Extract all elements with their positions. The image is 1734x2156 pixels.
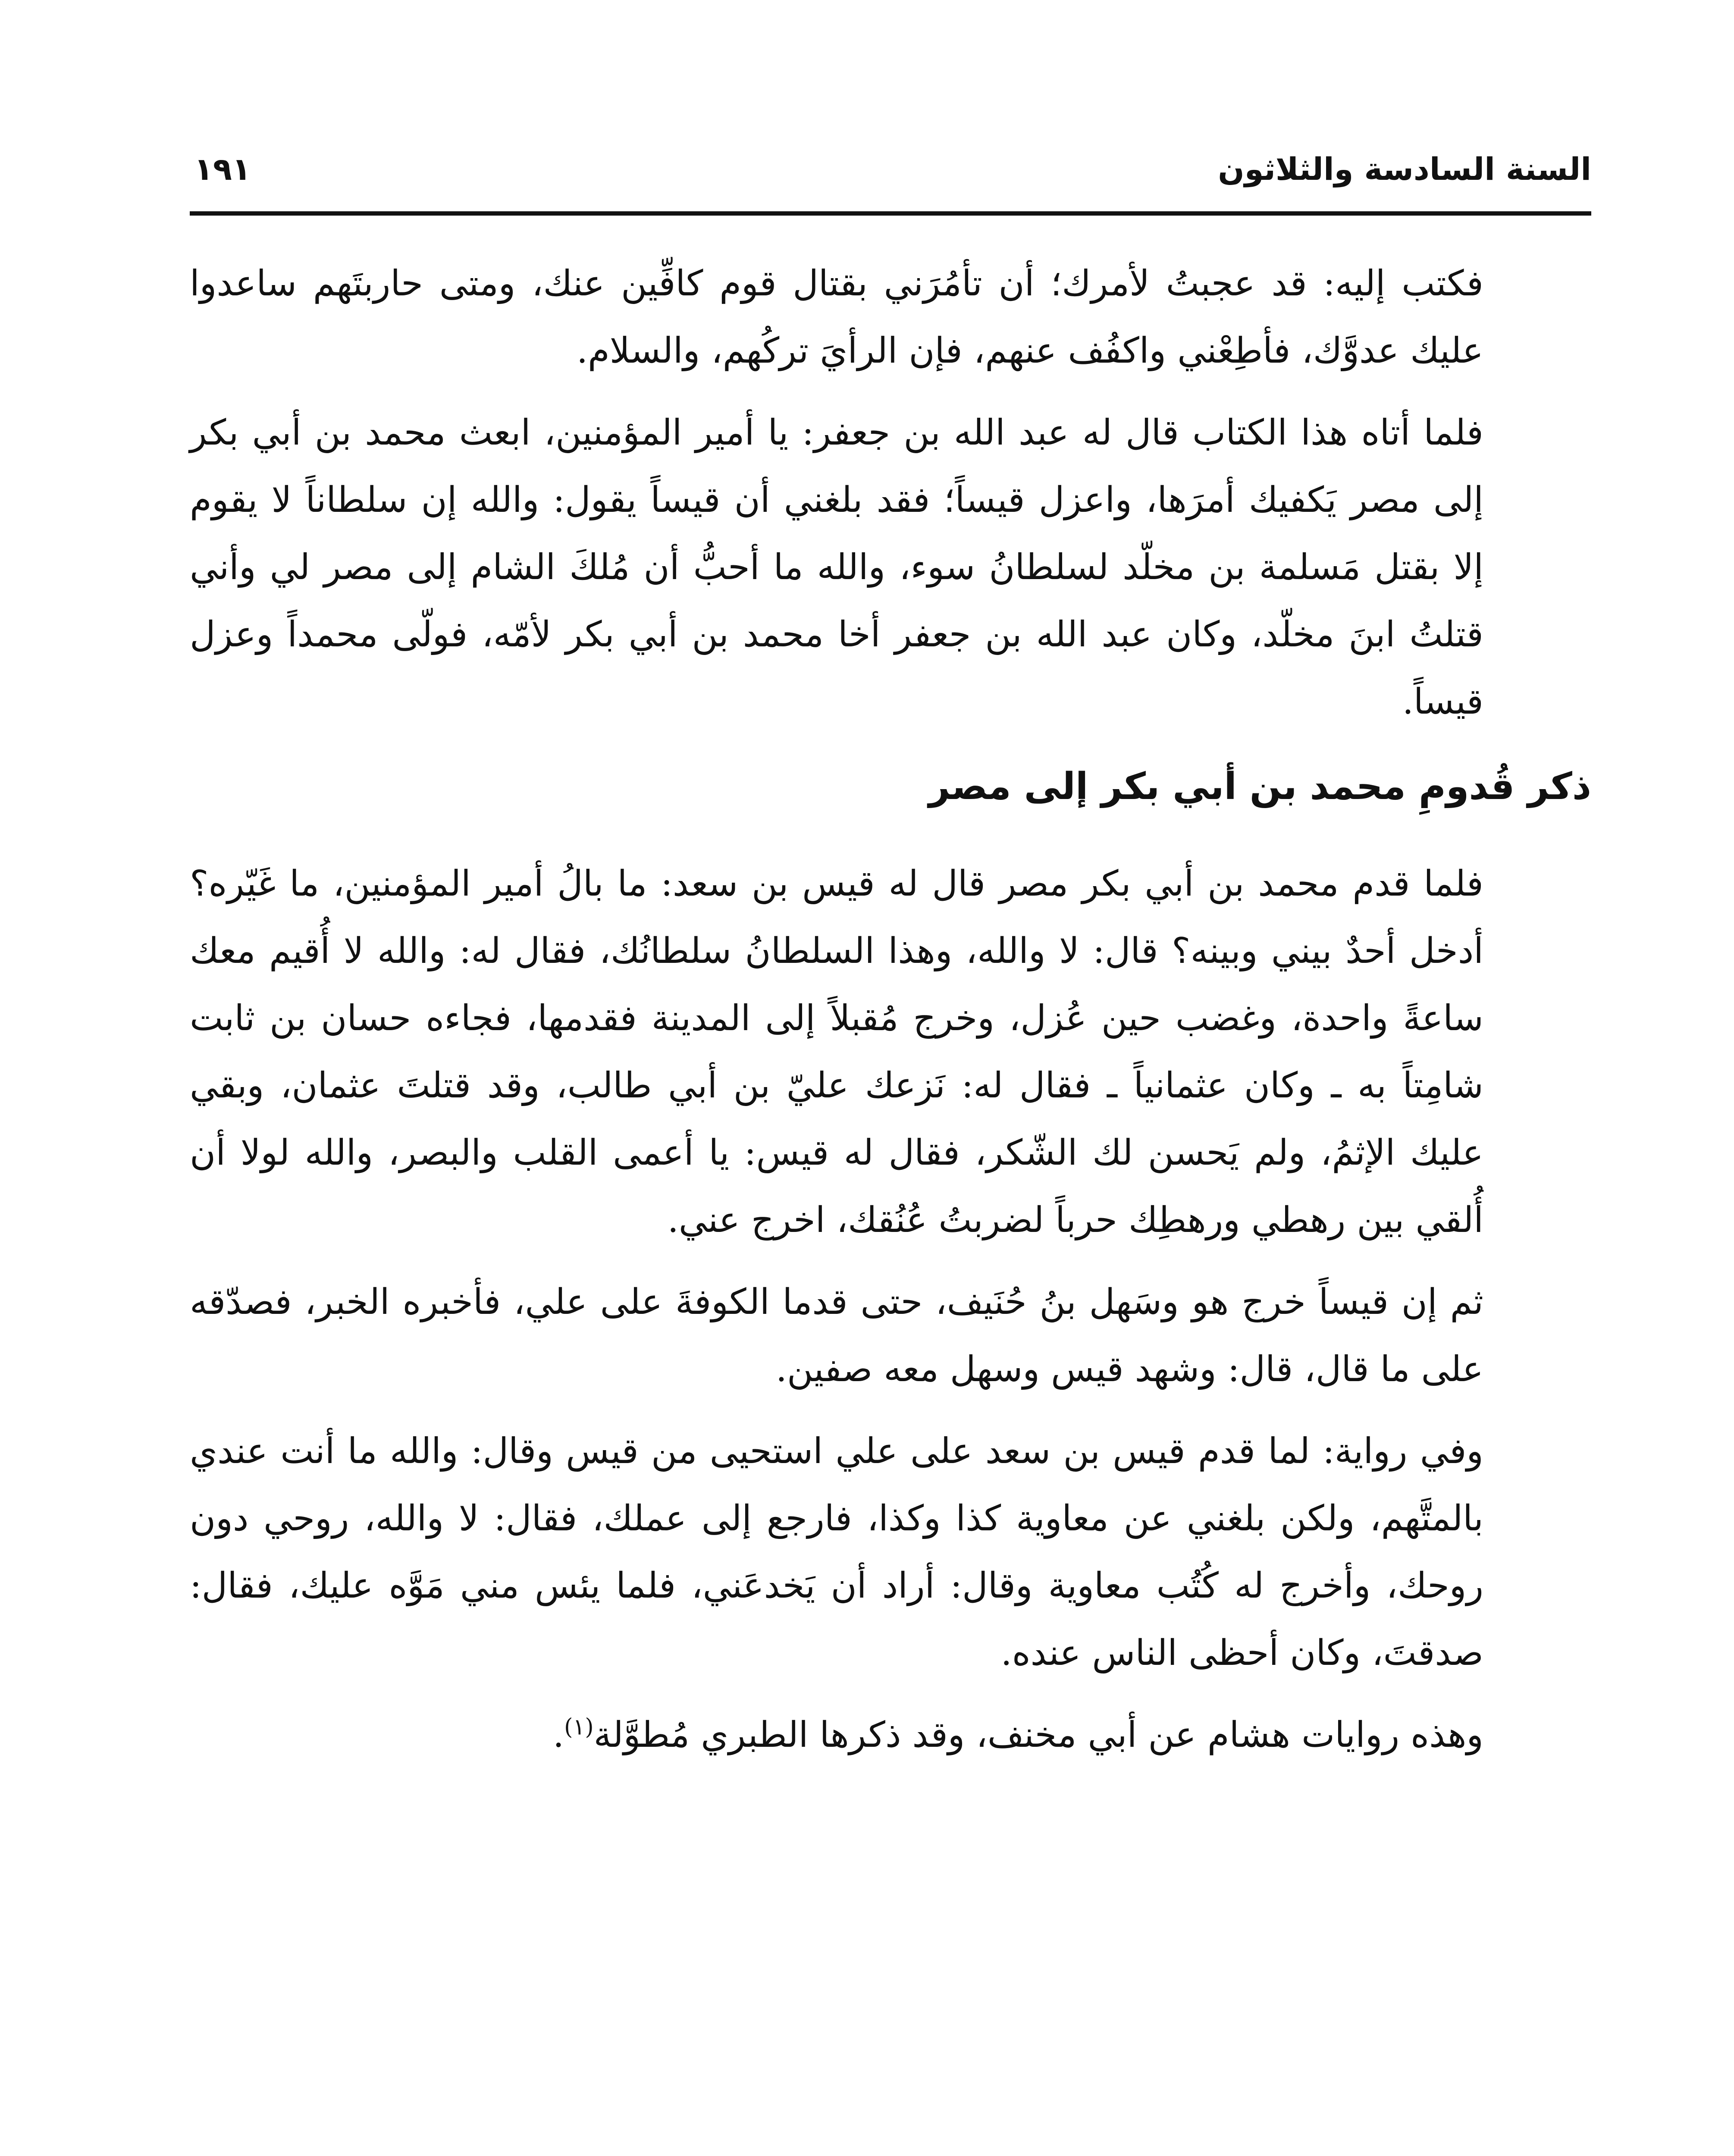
header-rule: [190, 211, 1591, 216]
closing-period: .: [553, 1714, 564, 1755]
closing-text: وهذه روايات هشام عن أبي مخنف، وقد ذكرها الطبري مُطوَّلة: [593, 1714, 1483, 1755]
paragraph-2: فلما أتاه هذا الكتاب قال له عبد الله بن جعفر: يا أمير المؤمنين، ابعث محمد بن أبي بكر إلى مصر يَكفيك أمرَها، واعزل قيساً؛ فقد بلغني أن قيساً يقول: والله إن سلطاناً لا يقوم إلا بقتل مَسلمة بن مخلّد لسلطانُ سوء، والله ما أحبُّ أن مُلكَ الشام إلى مصر لي وأني قتلتُ ابنَ مخلّد، وكان عبد الله بن جعفر أخا محمد بن أبي بكر لأمّه، فولّى محمداً وعزل قيساً.: [190, 412, 1483, 722]
running-header: [190, 142, 1591, 198]
footnote-reference: (١): [564, 1714, 594, 1740]
paragraph-5: وفي رواية: لما قدم قيس بن سعد على علي استحيى من قيس وقال: والله ما أنت عندي بالمتَّهم، ولكن بلغني عن معاوية كذا وكذا، فارجع إلى عملك، فقال: لا والله، روحي دون روحك، وأخرج له كُتُب معاوية وقال: أراد أن يَخدعَني، فلما يئس مني مَوَّه عليك، فقال: صدقتَ، وكان أحظى الناس عنده.: [190, 1431, 1483, 1673]
paragraph-3: فلما قدم محمد بن أبي بكر مصر قال له قيس بن سعد: ما بالُ أمير المؤمنين، ما غَيّره؟ أدخل أحدٌ بيني وبينه؟ قال: لا والله، وهذا السلطانُ سلطانُك، فقال له: والله لا أُقيم معك ساعةً واحدة، وغضب حين عُزل، وخرج مُقبلاً إلى المدينة فقدمها، فجاءه حسان بن ثابت شامِتاً به ـ وكان عثمانياً ـ فقال له: نَزعك عليّ بن أبي طالب، وقد قتلتَ عثمان، وبقي عليك الإثمُ، ولم يَحسن لك الشّكر، فقال له قيس: يا أعمى القلب والبصر، والله لولا أن أُلقي بين رهطي ورهطِك حرباً لضربتُ عُنُقك، اخرج عني.: [190, 863, 1483, 1241]
page-number: ١٩١: [194, 151, 251, 187]
paragraph-1: فكتب إليه: قد عجبتُ لأمرك؛ أن تأمُرَني بقتال قوم كافِّين عنك، ومتى حاربتَهم ساعدوا عليك عدوَّك، فأطِعْني واكفُف عنهم، فإن الرأيَ تركُهم، والسلام.: [190, 263, 1484, 371]
running-title: السنة السادسة والثلاثون: [1218, 151, 1591, 187]
paragraph-6: [190, 1702, 1591, 1769]
body-text: [190, 250, 1591, 1783]
section-title: ذكر قُدومِ محمد بن أبي بكر إلى مصر: [928, 765, 1591, 808]
paragraph-4: ثم إن قيساً خرج هو وسَهل بنُ حُنَيف، حتى قدما الكوفةَ على علي، فأخبره الخبر، فصدّقه على ما قال، قال: وشهد قيس وسهل معه صفين.: [190, 1282, 1483, 1390]
